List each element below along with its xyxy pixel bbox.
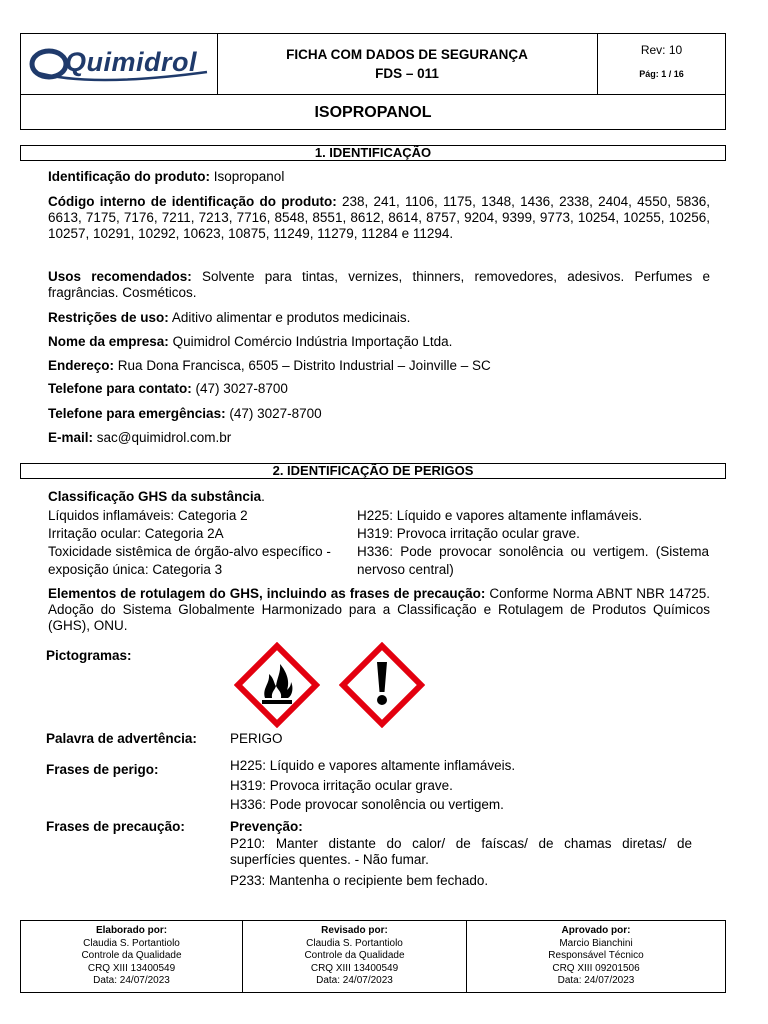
hazard-phrases-label: Frases de perigo:: [46, 762, 159, 777]
internal-code-label: Código interno de identificação do produto:: [48, 194, 337, 209]
precaution-phrase-item: P233: Mantenha o recipiente bem fechado.: [230, 872, 489, 888]
precaution-phrase-item: P210: Manter distante do calor/ de faíscas/ de chamas diretas/ de superfícies quentes. - Não fumar.: [230, 835, 692, 867]
company-name: [48, 334, 710, 350]
contact-phone: [48, 381, 710, 397]
internal-code-value: 238, 241, 1106, 1175, 1348, 1436, 2338, 2404, 4550, 5836, 6613, 7175, 7176, 7211, 7213, 7716, 8548, 8551, 8612, 8614, 8757, 9204, 9399, 9773, 10254, 10255, 10256, 10257, 10291, 10292, 10623, 10875, 11249, 11279, 11284 e 11294.: [48, 194, 710, 241]
reviewed-by-reg: CRQ XIII 13400549: [310, 962, 399, 974]
approved-by-name: Marcio Bianchini: [559, 937, 633, 949]
company-logo: [29, 42, 211, 86]
uses-label: Usos recomendados:: [48, 269, 192, 284]
ghs-category-item: Líquidos inflamáveis: Categoria 2: [48, 508, 248, 523]
labeling-value: Conforme Norma ABNT NBR 14725. Adoção do Sistema Globalmente Harmonizado para a Classificação e Rotulagem de Produtos Químicos (GHS), ONU.: [48, 586, 710, 633]
recommended-uses: [48, 269, 710, 301]
labeling-label: Elementos de rotulagem do GHS, incluindo as frases de precaução:: [48, 586, 486, 601]
hazard-phrase-item: H319: Provoca irritação ocular grave.: [230, 777, 453, 793]
page-number: Pág: 1 / 16: [639, 69, 684, 79]
approved-by-reg: CRQ XIII 09201506: [552, 962, 640, 974]
flame-pictogram: [234, 642, 320, 733]
approval-footer: [20, 920, 726, 993]
emergency-phone: [48, 406, 710, 422]
hazard-statement-item: H336: Pode provocar sonolência ou vertigem. (Sistema nervoso central): [357, 544, 709, 577]
prepared-by-cell: [21, 921, 243, 992]
company-label: Nome da empresa:: [48, 334, 169, 349]
prevention-label: Prevenção:: [230, 819, 303, 834]
hazard-statement-item: H225: Líquido e vapores altamente inflamáveis.: [357, 508, 643, 523]
phone-value: (47) 3027-8700: [195, 381, 288, 396]
prepared-by-date: Data: 24/07/2023: [93, 975, 170, 986]
approved-by-cell: [467, 921, 725, 992]
reviewed-by-cell: [243, 921, 467, 992]
hazard-phrase-item: H336: Pode provocar sonolência ou vertigem.: [230, 797, 504, 812]
precaution-phrases-label: Frases de precaução:: [46, 819, 185, 834]
ghs-class-suffix: .: [261, 489, 265, 504]
document-header: [20, 33, 726, 130]
reviewed-by-title: Revisado por:: [321, 925, 388, 936]
precaution-phrases-list: [230, 819, 692, 889]
pictograms-label: Pictogramas:: [46, 648, 132, 663]
internal-code: [48, 194, 710, 242]
product-title: ISOPROPANOL: [21, 94, 725, 130]
section-1-title: 1. IDENTIFICAÇÃO: [20, 145, 726, 161]
prepared-by-role: Controle da Qualidade: [81, 950, 182, 961]
hazard-phrases-list: [230, 756, 515, 815]
approved-by-role: Responsável Técnico: [548, 950, 644, 961]
approved-by-date: Data: 24/07/2023: [557, 975, 635, 986]
use-restrictions: [48, 310, 710, 326]
exclamation-pictogram: [339, 642, 425, 733]
document-code: FDS – 011: [375, 66, 439, 81]
logo-text: Quimidrol: [65, 47, 197, 77]
product-identification: [48, 169, 710, 185]
prepared-by-name: Claudia S. Portantiolo: [83, 937, 180, 949]
phone-label: Telefone para contato:: [48, 381, 192, 396]
emergency-value: (47) 3027-8700: [229, 406, 322, 421]
ghs-hazard-statements-list: [357, 507, 709, 579]
uses-value: Solvente para tintas, vernizes, thinners, removedores, adesivos. Perfumes e fragrâncias. Cosméticos.: [48, 269, 710, 300]
ghs-category-item: Toxicidade sistêmica de órgão-alvo específico - exposição única: Categoria 3: [48, 544, 331, 577]
exclamation-icon: [339, 642, 425, 728]
approved-by-title: Aprovado por:: [561, 925, 631, 936]
email-label: E-mail:: [48, 430, 94, 445]
address: [48, 358, 710, 374]
product-id-label: Identificação do produto:: [48, 169, 210, 184]
product-id-value: Isopropanol: [213, 169, 285, 184]
labeling-elements: [48, 586, 710, 634]
ghs-classification-heading: [48, 489, 710, 505]
logo-cell: [21, 34, 218, 94]
section-2-title: 2. IDENTIFICAÇÃO DE PERIGOS: [20, 463, 726, 479]
address-value: Rua Dona Francisca, 6505 – Distrito Industrial – Joinville – SC: [117, 358, 491, 373]
signal-word-value: PERIGO: [230, 731, 283, 746]
prepared-by-title: Elaborado por:: [95, 925, 168, 936]
document-title-cell: [217, 34, 598, 94]
ghs-class-label: Classificação GHS da substância: [48, 489, 262, 504]
flame-icon: [234, 642, 320, 728]
prepared-by-reg: CRQ XIII 13400549: [87, 962, 176, 974]
reviewed-by-date: Data: 24/07/2023: [316, 975, 393, 986]
ghs-category-item: Irritação ocular: Categoria 2A: [48, 526, 224, 541]
reviewed-by-role: Controle da Qualidade: [304, 950, 405, 961]
document-title: FICHA COM DADOS DE SEGURANÇA: [286, 47, 528, 62]
hazard-phrase-item: H225: Líquido e vapores altamente inflamáveis.: [230, 758, 516, 773]
emergency-label: Telefone para emergências:: [48, 406, 226, 421]
signal-word-label: Palavra de advertência:: [46, 731, 197, 746]
revision-cell: [598, 34, 725, 94]
restrictions-label: Restrições de uso:: [48, 310, 169, 325]
revision-number: Rev: 10: [640, 43, 683, 57]
restrictions-value: Aditivo alimentar e produtos medicinais.: [171, 310, 411, 325]
company-value: Quimidrol Comércio Indústria Importação Ltda.: [172, 334, 453, 349]
email-value[interactable]: sac@quimidrol.com.br: [96, 430, 232, 445]
hazard-statement-item: H319: Provoca irritação ocular grave.: [357, 526, 580, 541]
email: [48, 430, 710, 446]
ghs-categories-list: [48, 507, 348, 579]
reviewed-by-name: Claudia S. Portantiolo: [306, 937, 403, 949]
address-label: Endereço:: [48, 358, 115, 373]
